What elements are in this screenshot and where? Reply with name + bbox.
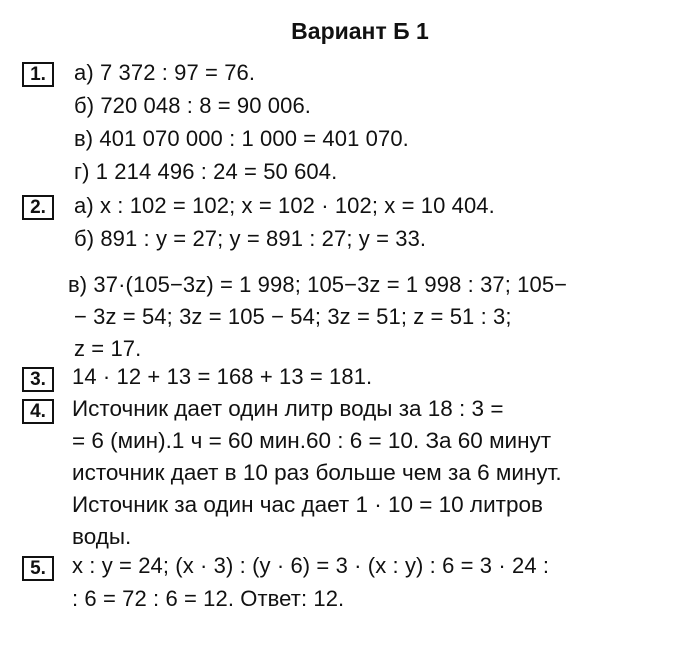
task2-line-b: б) 891 : y = 27; y = 891 : 27; y = 33.	[74, 226, 427, 251]
task2-line-v2: − 3z = 54; 3z = 105 − 54; 3z = 51; z = 51 : 3;	[74, 304, 512, 329]
task2-line-v3: z = 17.	[74, 336, 142, 361]
task1-line-g: г) 1 214 496 : 24 = 50 604.	[74, 159, 338, 184]
task4-line-3: источник дает в 10 раз больше чем за 6 минут.	[72, 460, 562, 485]
page-title: Вариант Б 1	[291, 18, 429, 44]
task4-line-4: Источник за один час дает 1 · 10 = 10 литров	[72, 492, 543, 517]
task1-line-v: в) 401 070 000 : 1 000 = 401 070.	[74, 126, 409, 151]
task-number-3: 3.	[22, 367, 54, 392]
task1-line-a: а) 7 372 : 97 = 76.	[74, 60, 256, 85]
task4-line-5: воды.	[72, 524, 132, 549]
task5-line-1: x : y = 24; (x · 3) : (y · 6) = 3 · (x : y) : 6 = 3 · 24 :	[72, 553, 550, 578]
task-number-4: 4.	[22, 399, 54, 424]
task-number-2: 2.	[22, 195, 54, 220]
task5-line-2: : 6 = 72 : 6 = 12. Ответ: 12.	[72, 586, 345, 611]
task-number-5: 5.	[22, 556, 54, 581]
task4-line-2: = 6 (мин).1 ч = 60 мин.60 : 6 = 10. За 60 минут	[72, 428, 552, 453]
task2-line-a: а) x : 102 = 102; x = 102 · 102; x = 10 404.	[74, 193, 495, 218]
task2-line-v1: в) 37·(105−3z) = 1 998; 105−3z = 1 998 : 37; 105−	[68, 272, 568, 297]
task-number-1: 1.	[22, 62, 54, 87]
task1-line-b: б) 720 048 : 8 = 90 006.	[74, 93, 312, 118]
task3-line: 14 · 12 + 13 = 168 + 13 = 181.	[72, 364, 373, 389]
task4-line-1: Источник дает один литр воды за 18 : 3 =	[72, 396, 504, 421]
